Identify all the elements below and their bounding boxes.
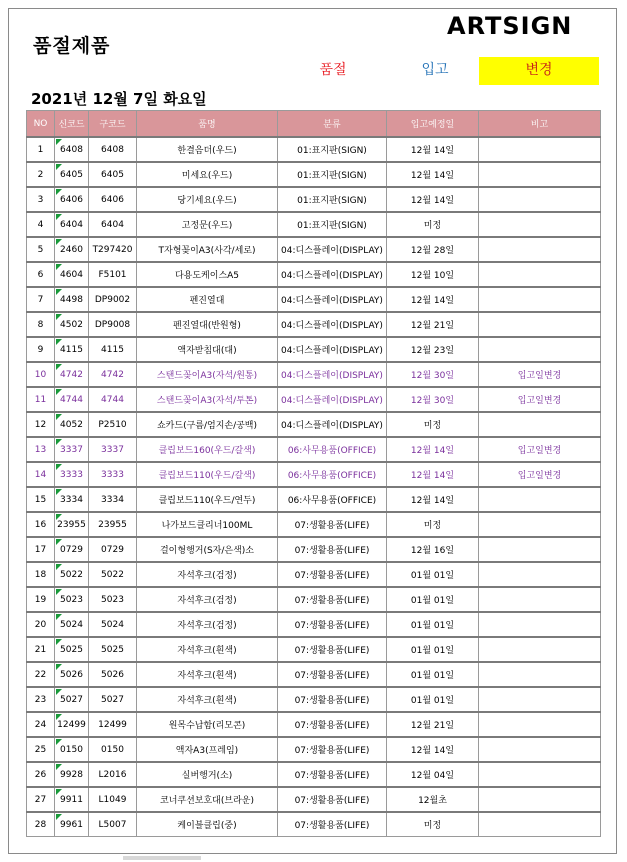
cell-product-name: 쇼카드(구름/엄지손/공백) — [137, 412, 278, 437]
cell-note — [479, 312, 601, 337]
table-row — [27, 162, 601, 187]
cell-old-code: 4742 — [89, 362, 137, 387]
cell-restock-date: 미정 — [387, 812, 479, 837]
header-category: 분류 — [278, 111, 387, 138]
table-row — [27, 562, 601, 587]
table-row — [27, 137, 601, 162]
cell-note — [479, 712, 601, 737]
cell-no: 28 — [27, 812, 55, 837]
cell-category: 04:디스플레이(DISPLAY) — [278, 312, 387, 337]
cell-note — [479, 587, 601, 612]
cell-new-code: 4604 — [55, 262, 89, 287]
cell-no: 10 — [27, 362, 55, 387]
cell-category: 07:생활용품(LIFE) — [278, 687, 387, 712]
cell-no: 23 — [27, 687, 55, 712]
cell-old-code: 6408 — [89, 137, 137, 162]
cell-note: 입고일변경 — [479, 362, 601, 387]
cell-note — [479, 762, 601, 787]
cell-category: 07:생활용품(LIFE) — [278, 787, 387, 812]
legend-incoming: 입고 — [421, 62, 449, 78]
cell-old-code: 3337 — [89, 437, 137, 462]
cell-product-name: 코너쿠션보호대(브라운) — [137, 787, 278, 812]
cell-no: 2 — [27, 162, 55, 187]
table-row — [27, 287, 601, 312]
cell-no: 9 — [27, 337, 55, 362]
cell-new-code: 9961 — [55, 812, 89, 837]
brand-logo: ARTSIGN — [447, 12, 573, 40]
cell-old-code: L5007 — [89, 812, 137, 837]
header-restock-date: 입고예정일 — [387, 111, 479, 138]
cell-no: 12 — [27, 412, 55, 437]
cell-restock-date: 12월 14일 — [387, 287, 479, 312]
cell-old-code: L2016 — [89, 762, 137, 787]
cell-category: 04:디스플레이(DISPLAY) — [278, 362, 387, 387]
cell-restock-date: 01월 01일 — [387, 687, 479, 712]
cell-old-code: 5025 — [89, 637, 137, 662]
cell-new-code: 6405 — [55, 162, 89, 187]
cell-old-code: T297420 — [89, 237, 137, 262]
cell-note — [479, 212, 601, 237]
cell-category: 07:생활용품(LIFE) — [278, 662, 387, 687]
cell-new-code: 3337 — [55, 437, 89, 462]
table-row — [27, 462, 601, 487]
cell-old-code: 5027 — [89, 687, 137, 712]
cell-new-code: 2460 — [55, 237, 89, 262]
cell-new-code: 4744 — [55, 387, 89, 412]
cell-old-code: 3333 — [89, 462, 137, 487]
cell-category: 07:생활용품(LIFE) — [278, 612, 387, 637]
cell-old-code: 0729 — [89, 537, 137, 562]
cell-category: 04:디스플레이(DISPLAY) — [278, 237, 387, 262]
cell-no: 6 — [27, 262, 55, 287]
cell-old-code: 23955 — [89, 512, 137, 537]
cell-note — [479, 162, 601, 187]
scroll-indicator — [123, 856, 201, 860]
cell-restock-date: 12월 14일 — [387, 737, 479, 762]
cell-product-name: T자형꽂이A3(사각/세로) — [137, 237, 278, 262]
cell-new-code: 5024 — [55, 612, 89, 637]
cell-product-name: 자석후크(흰색) — [137, 687, 278, 712]
cell-product-name: 나가보드클리너100ML — [137, 512, 278, 537]
cell-note — [479, 787, 601, 812]
cell-product-name: 걸이형행거(S자/은색)소 — [137, 537, 278, 562]
cell-no: 5 — [27, 237, 55, 262]
cell-category: 07:생활용품(LIFE) — [278, 537, 387, 562]
cell-product-name: 자석후크(검정) — [137, 612, 278, 637]
cell-note — [479, 337, 601, 362]
cell-note — [479, 662, 601, 687]
cell-note — [479, 187, 601, 212]
cell-note — [479, 287, 601, 312]
cell-old-code: 0150 — [89, 737, 137, 762]
cell-no: 13 — [27, 437, 55, 462]
cell-no: 26 — [27, 762, 55, 787]
table-row — [27, 537, 601, 562]
cell-restock-date: 12월 30일 — [387, 387, 479, 412]
cell-no: 22 — [27, 662, 55, 687]
cell-restock-date: 12월 10일 — [387, 262, 479, 287]
table-row — [27, 637, 601, 662]
legend-changed: 변경 — [479, 57, 599, 85]
cell-new-code: 5022 — [55, 562, 89, 587]
cell-restock-date: 미정 — [387, 412, 479, 437]
cell-no: 17 — [27, 537, 55, 562]
cell-category: 07:생활용품(LIFE) — [278, 762, 387, 787]
cell-category: 07:생활용품(LIFE) — [278, 637, 387, 662]
header-product-name: 품명 — [137, 111, 278, 138]
table-row — [27, 612, 601, 637]
cell-old-code: 5024 — [89, 612, 137, 637]
cell-category: 04:디스플레이(DISPLAY) — [278, 412, 387, 437]
cell-product-name: 다용도케이스A5 — [137, 262, 278, 287]
table-row — [27, 262, 601, 287]
cell-old-code: DP9008 — [89, 312, 137, 337]
cell-no: 27 — [27, 787, 55, 812]
cell-category: 06:사무용품(OFFICE) — [278, 462, 387, 487]
table-row — [27, 412, 601, 437]
table-row — [27, 237, 601, 262]
cell-restock-date: 01월 01일 — [387, 662, 479, 687]
cell-note — [479, 812, 601, 837]
cell-product-name: 케이블클립(중) — [137, 812, 278, 837]
cell-no: 4 — [27, 212, 55, 237]
cell-category: 01:표지판(SIGN) — [278, 137, 387, 162]
cell-category: 01:표지판(SIGN) — [278, 212, 387, 237]
cell-product-name: 미세요(우드) — [137, 162, 278, 187]
table-row — [27, 212, 601, 237]
cell-old-code: 5022 — [89, 562, 137, 587]
cell-note — [479, 687, 601, 712]
cell-old-code: 5026 — [89, 662, 137, 687]
cell-no: 1 — [27, 137, 55, 162]
cell-new-code: 4742 — [55, 362, 89, 387]
cell-no: 7 — [27, 287, 55, 312]
header-new-code: 신코드 — [55, 111, 89, 138]
cell-category: 04:디스플레이(DISPLAY) — [278, 262, 387, 287]
cell-new-code: 5026 — [55, 662, 89, 687]
cell-note — [479, 537, 601, 562]
cell-restock-date: 12월 14일 — [387, 437, 479, 462]
table-header-row — [27, 111, 601, 138]
cell-old-code: DP9002 — [89, 287, 137, 312]
cell-note — [479, 612, 601, 637]
cell-product-name: 펜진열대 — [137, 287, 278, 312]
page-title: 품절제품 — [33, 35, 111, 57]
cell-note — [479, 512, 601, 537]
header-old-code: 구코드 — [89, 111, 137, 138]
cell-product-name: 당기세요(우드) — [137, 187, 278, 212]
table-row — [27, 512, 601, 537]
cell-restock-date: 12월초 — [387, 787, 479, 812]
cell-note — [479, 637, 601, 662]
cell-note — [479, 137, 601, 162]
header-no: NO — [27, 111, 55, 138]
cell-note: 입고일변경 — [479, 462, 601, 487]
cell-category: 04:디스플레이(DISPLAY) — [278, 387, 387, 412]
cell-restock-date: 12월 14일 — [387, 187, 479, 212]
cell-no: 19 — [27, 587, 55, 612]
cell-old-code: 12499 — [89, 712, 137, 737]
table-row — [27, 437, 601, 462]
table-row — [27, 787, 601, 812]
cell-restock-date: 12월 16일 — [387, 537, 479, 562]
cell-new-code: 0150 — [55, 737, 89, 762]
cell-note — [479, 262, 601, 287]
cell-note: 입고일변경 — [479, 387, 601, 412]
cell-new-code: 4052 — [55, 412, 89, 437]
cell-restock-date: 12월 14일 — [387, 137, 479, 162]
cell-product-name: 자석후크(흰색) — [137, 637, 278, 662]
cell-no: 20 — [27, 612, 55, 637]
cell-old-code: 4744 — [89, 387, 137, 412]
cell-new-code: 23955 — [55, 512, 89, 537]
cell-old-code: 6404 — [89, 212, 137, 237]
cell-restock-date: 12월 14일 — [387, 462, 479, 487]
cell-no: 15 — [27, 487, 55, 512]
cell-product-name: 클립보드110(우드/연두) — [137, 487, 278, 512]
cell-product-name: 자석후크(검정) — [137, 562, 278, 587]
table-row — [27, 312, 601, 337]
cell-product-name: 액자A3(프레임) — [137, 737, 278, 762]
cell-restock-date: 01월 01일 — [387, 587, 479, 612]
cell-new-code: 6406 — [55, 187, 89, 212]
legend-out-of-stock: 품절 — [319, 62, 347, 78]
cell-restock-date: 미정 — [387, 512, 479, 537]
cell-note — [479, 737, 601, 762]
table-row — [27, 187, 601, 212]
cell-product-name: 자석후크(검정) — [137, 587, 278, 612]
cell-no: 25 — [27, 737, 55, 762]
cell-restock-date: 12월 21일 — [387, 312, 479, 337]
cell-category: 01:표지판(SIGN) — [278, 187, 387, 212]
table-row — [27, 812, 601, 837]
cell-product-name: 한결음더(우드) — [137, 137, 278, 162]
cell-restock-date: 12월 30일 — [387, 362, 479, 387]
table-row — [27, 337, 601, 362]
cell-note — [479, 412, 601, 437]
cell-product-name: 클립보드160(우드/갈색) — [137, 437, 278, 462]
cell-no: 21 — [27, 637, 55, 662]
cell-no: 3 — [27, 187, 55, 212]
cell-no: 8 — [27, 312, 55, 337]
cell-restock-date: 12월 14일 — [387, 162, 479, 187]
cell-category: 07:생활용품(LIFE) — [278, 587, 387, 612]
cell-restock-date: 12월 23일 — [387, 337, 479, 362]
cell-product-name: 클립보드110(우드/갈색) — [137, 462, 278, 487]
cell-product-name: 스탠드꽂이A3(자석/원통) — [137, 362, 278, 387]
cell-category: 07:생활용품(LIFE) — [278, 512, 387, 537]
cell-category: 07:생활용품(LIFE) — [278, 562, 387, 587]
cell-product-name: 스탠드꽂이A3(자석/투톤) — [137, 387, 278, 412]
table-row — [27, 662, 601, 687]
cell-restock-date: 01월 01일 — [387, 562, 479, 587]
cell-old-code: 5023 — [89, 587, 137, 612]
cell-new-code: 5025 — [55, 637, 89, 662]
cell-new-code: 5023 — [55, 587, 89, 612]
cell-new-code: 4115 — [55, 337, 89, 362]
cell-category: 01:표지판(SIGN) — [278, 162, 387, 187]
header-note: 비고 — [479, 111, 601, 138]
cell-product-name: 고정문(우드) — [137, 212, 278, 237]
cell-restock-date: 12월 21일 — [387, 712, 479, 737]
cell-restock-date: 12월 04일 — [387, 762, 479, 787]
cell-category: 04:디스플레이(DISPLAY) — [278, 287, 387, 312]
cell-no: 11 — [27, 387, 55, 412]
table-row — [27, 712, 601, 737]
report-date: 2021년 12월 7일 화요일 — [31, 90, 207, 108]
cell-no: 14 — [27, 462, 55, 487]
cell-new-code: 12499 — [55, 712, 89, 737]
table-row — [27, 737, 601, 762]
cell-restock-date: 12월 14일 — [387, 487, 479, 512]
cell-new-code: 9911 — [55, 787, 89, 812]
cell-category: 04:디스플레이(DISPLAY) — [278, 337, 387, 362]
cell-new-code: 9928 — [55, 762, 89, 787]
cell-new-code: 3333 — [55, 462, 89, 487]
cell-note — [479, 487, 601, 512]
cell-restock-date: 미정 — [387, 212, 479, 237]
cell-old-code: P2510 — [89, 412, 137, 437]
cell-new-code: 0729 — [55, 537, 89, 562]
table-row — [27, 362, 601, 387]
cell-new-code: 6404 — [55, 212, 89, 237]
cell-note — [479, 237, 601, 262]
cell-category: 07:생활용품(LIFE) — [278, 737, 387, 762]
cell-restock-date: 12월 28일 — [387, 237, 479, 262]
cell-new-code: 3334 — [55, 487, 89, 512]
cell-restock-date: 01월 01일 — [387, 637, 479, 662]
cell-category: 06:사무용품(OFFICE) — [278, 487, 387, 512]
cell-old-code: 6405 — [89, 162, 137, 187]
cell-note — [479, 562, 601, 587]
cell-product-name: 자석후크(흰색) — [137, 662, 278, 687]
cell-product-name: 액자받침대(대) — [137, 337, 278, 362]
cell-old-code: 6406 — [89, 187, 137, 212]
table-row — [27, 762, 601, 787]
cell-category: 07:생활용품(LIFE) — [278, 812, 387, 837]
sold-out-table — [26, 110, 601, 837]
cell-note: 입고일변경 — [479, 437, 601, 462]
cell-new-code: 4498 — [55, 287, 89, 312]
cell-restock-date: 01월 01일 — [387, 612, 479, 637]
cell-product-name: 원목수납함(리모콘) — [137, 712, 278, 737]
cell-no: 24 — [27, 712, 55, 737]
table-row — [27, 387, 601, 412]
table-row — [27, 587, 601, 612]
cell-old-code: F5101 — [89, 262, 137, 287]
cell-new-code: 4502 — [55, 312, 89, 337]
cell-old-code: 3334 — [89, 487, 137, 512]
cell-product-name: 실버행거(소) — [137, 762, 278, 787]
table-row — [27, 487, 601, 512]
cell-category: 07:생활용품(LIFE) — [278, 712, 387, 737]
cell-product-name: 펜진열대(반원형) — [137, 312, 278, 337]
table-row — [27, 687, 601, 712]
cell-no: 18 — [27, 562, 55, 587]
cell-category: 06:사무용품(OFFICE) — [278, 437, 387, 462]
cell-new-code: 6408 — [55, 137, 89, 162]
cell-new-code: 5027 — [55, 687, 89, 712]
cell-old-code: 4115 — [89, 337, 137, 362]
cell-no: 16 — [27, 512, 55, 537]
cell-old-code: L1049 — [89, 787, 137, 812]
